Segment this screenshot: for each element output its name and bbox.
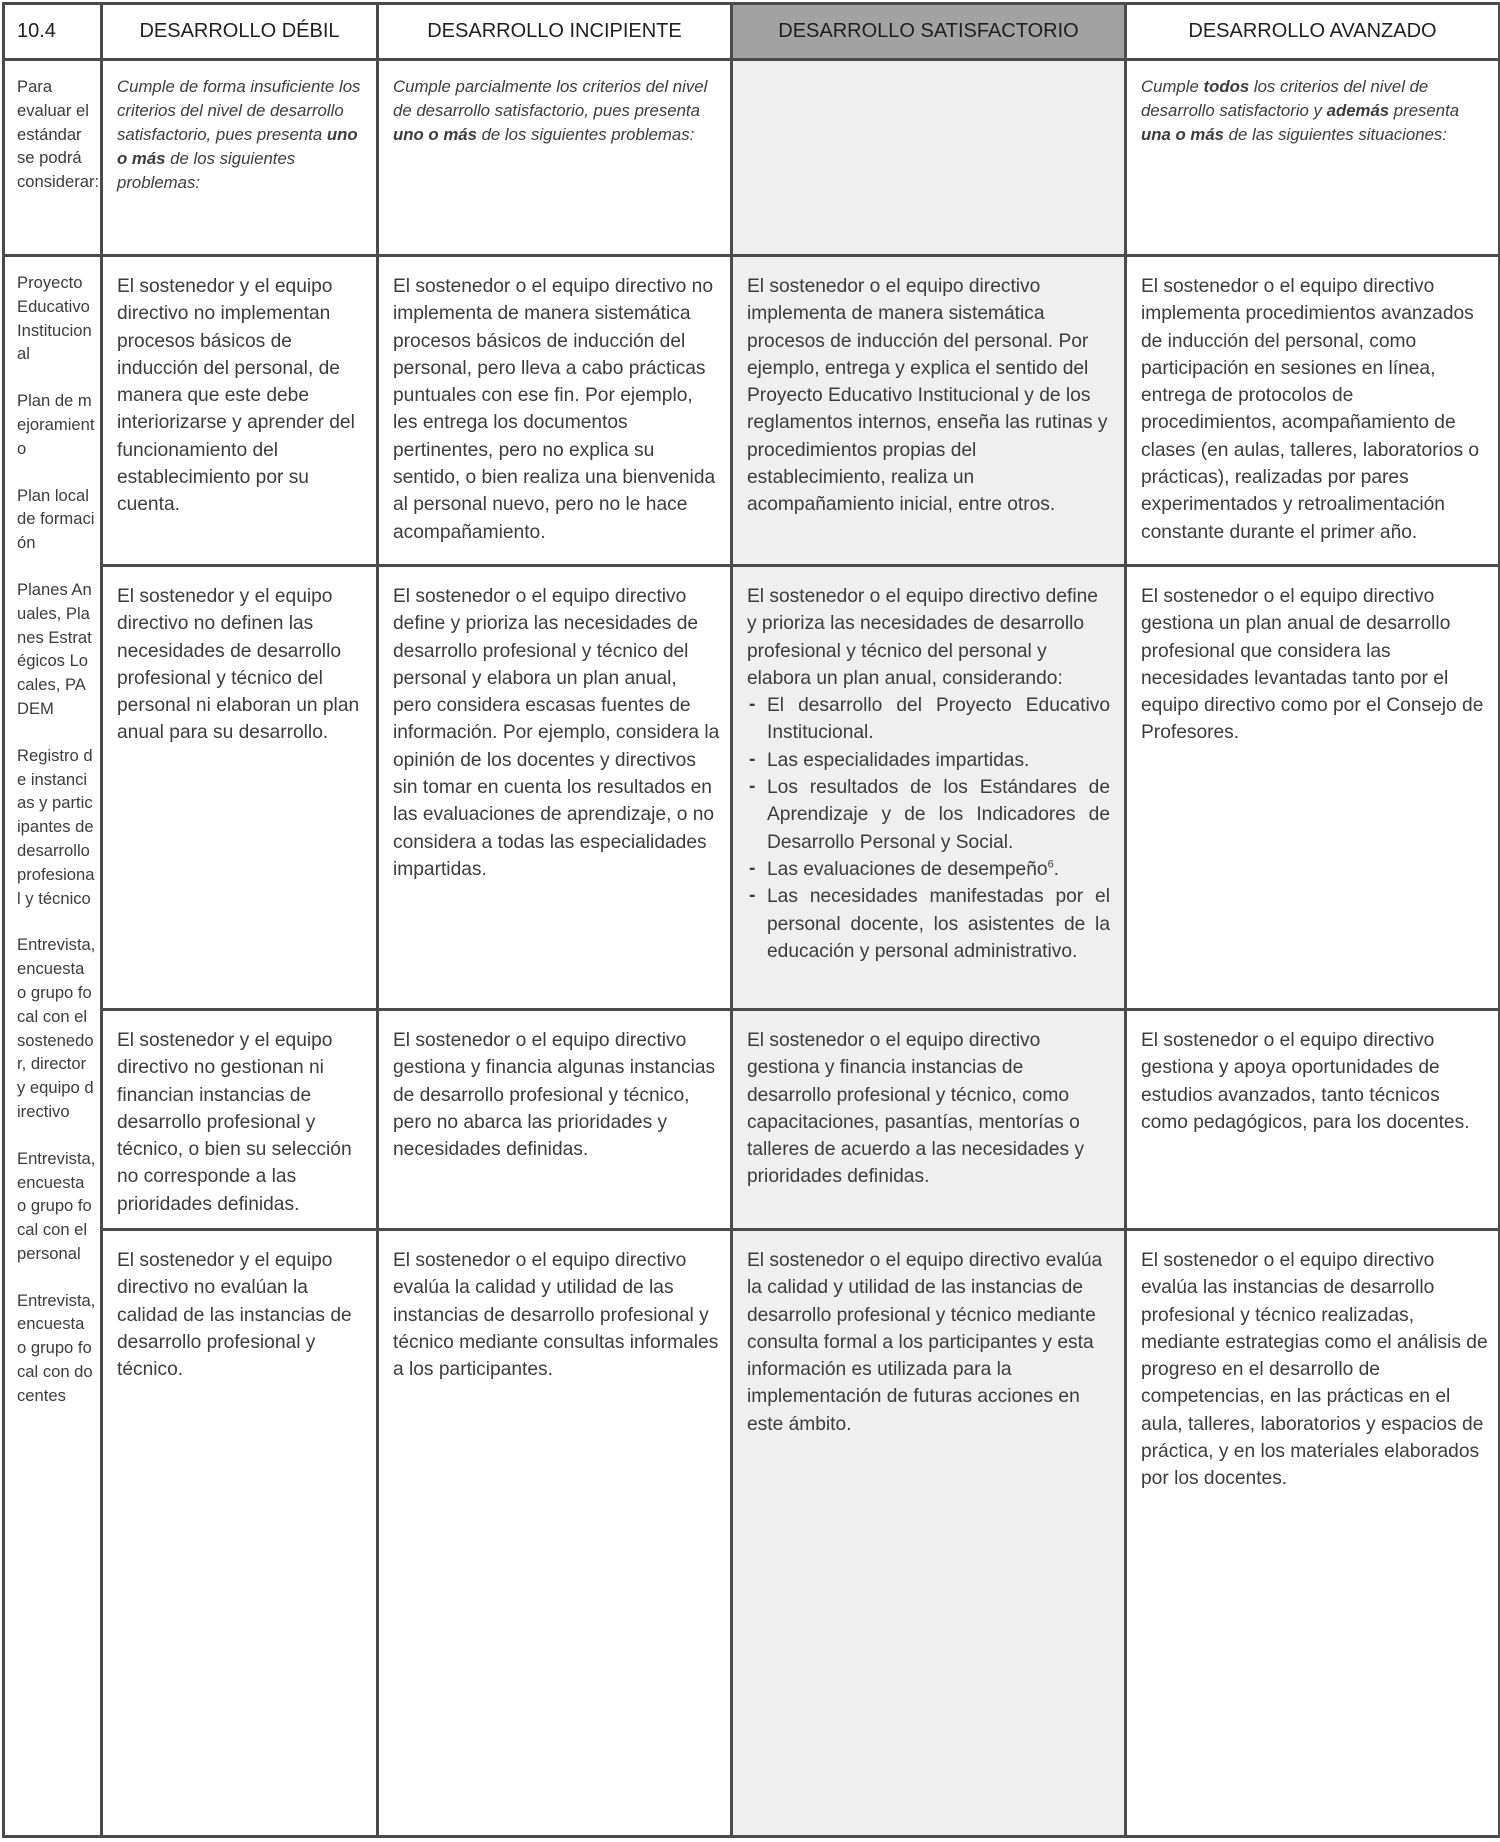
standard-code: 10.4 (4, 4, 102, 60)
criteria-row (4, 60, 1500, 256)
cell-satisfactorio (732, 566, 1126, 1010)
cell-satisfactorio: El sostenedor o el equipo directivo evalúa la calidad y utilidad de las instancias de desarrollo profesional y técnico mediante consulta formal a los participantes y esta información es utilizada para la implementación de futuras acciones en este ámbito. (732, 1230, 1126, 1837)
cell-incipiente: El sostenedor o el equipo directivo gestiona y financia algunas instancias de desarrollo profesional y técnico, pero no abarca las prioridades y necesidades definidas. (378, 1010, 732, 1230)
source-item: Registro de instancias y participantes de desarrollo profesional y técnico (17, 745, 95, 908)
cell-incipiente: El sostenedor o el equipo directivo define y prioriza las necesidades de desarrollo profesional y técnico del personal y elabora un plan anual, pero considera escasas fuentes de información. Por ejemplo, considera la opinión de los docentes y directivos sin tomar en cuenta los resultados en las evaluaciones de aprendizaje, o no considera a todas las especialidades impartidas. (378, 566, 732, 1010)
cell-avanzado: El sostenedor o el equipo directivo gestiona un plan anual de desarrollo profesional que considera las necesidades levantadas tanto por el equipo directivo como por el Consejo de Profesores. (1126, 566, 1500, 1010)
satisfactorio-intro: El sostenedor o el equipo directivo define y prioriza las necesidades de desarrollo profesional y técnico del personal y elabora un plan anual, considerando: (747, 586, 1098, 689)
list-item: - Las evaluaciones de desempeño$^6$. (747, 856, 1110, 883)
rubric-table (2, 2, 1500, 1838)
list-item: - El desarrollo del Proyecto Educativo Institucional. (747, 692, 1110, 747)
cell-debil: El sostenedor y el equipo directivo no definen las necesidades de desarrollo profesional y técnico del personal ni elaboran un plan anual para su desarrollo. (102, 566, 378, 1010)
table-row (4, 1230, 1500, 1837)
cell-incipiente: El sostenedor o el equipo directivo no implementa de manera sistemática procesos básicos de inducción del personal, pero lleva a cabo prácticas puntuales con ese fin. Por ejemplo, les entrega los documentos pertinentes, pero no explica su sentido, o bien realiza una bienvenida al personal nuevo, pero no le hace acompañamiento. (378, 256, 732, 566)
cell-debil: El sostenedor y el equipo directivo no evalúan la calidad de las instancias de desarrollo profesional y técnico. (102, 1230, 378, 1837)
table-row (4, 1010, 1500, 1230)
criteria-incipiente: Cumple parcialmente los criterios del nivel de desarrollo satisfactorio, pues presenta uno o más de los siguientes problemas: (378, 60, 732, 256)
source-item: Planes Anuales, Planes Estratégicos Locales, PADEM (17, 579, 92, 718)
criteria-list (747, 692, 1110, 965)
criteria-satisfactorio (732, 60, 1126, 256)
source-item: Plan local de formación (17, 485, 95, 553)
cell-debil: El sostenedor y el equipo directivo no gestionan ni financian instancias de desarrollo profesional y técnico, o bien su selección no corresponde a las prioridades definidas. (102, 1010, 378, 1230)
criteria-avanzado: Cumple todos los criterios del nivel de desarrollo satisfactorio y además presenta una o más de las siguientes situaciones: (1126, 60, 1500, 256)
list-item: - Las necesidades manifestadas por el personal docente, los asistentes de la educación y personal administrativo. (747, 883, 1110, 965)
cell-incipiente: El sostenedor o el equipo directivo evalúa la calidad y utilidad de las instancias de desarrollo profesional y técnico mediante consultas informales a los participantes. (378, 1230, 732, 1837)
level-header-satisfactorio: DESARROLLO SATISFACTORIO (732, 4, 1126, 60)
cell-avanzado: El sostenedor o el equipo directivo implementa procedimientos avanzados de inducción del personal, como participación en sesiones en línea, entrega de protocolos de procedimientos, acompañamiento de clases (en aulas, talleres, laboratorios o prácticas), realizadas por pares experimentados y retroalimentación constante durante el primer año. (1126, 256, 1500, 566)
source-item: Entrevista, encuesta o grupo focal con docentes (17, 1290, 96, 1405)
source-item: Entrevista, encuesta o grupo focal con el sostenedor, director y equipo directivo (17, 935, 96, 1121)
footnote-mark: 6 (1047, 858, 1054, 871)
cell-avanzado: El sostenedor o el equipo directivo evalúa las instancias de desarrollo profesional y técnico realizadas, mediante estrategias como el análisis de progreso en el desarrollo de competencias, en las prácticas en el aula, talleres, laboratorios y espacios de práctica, y en los materiales elaborados por los docentes. (1126, 1230, 1500, 1837)
table-row (4, 566, 1500, 1010)
list-item: - Las especialidades impartidas. (747, 747, 1110, 774)
criteria-debil: Cumple de forma insuficiente los criterios del nivel de desarrollo satisfactorio, pues presenta uno o más de los siguientes problemas: (102, 60, 378, 256)
level-header-debil: DESARROLLO DÉBIL (102, 4, 378, 60)
level-header-avanzado: DESARROLLO AVANZADO (1126, 4, 1500, 60)
cell-satisfactorio: El sostenedor o el equipo directivo implementa de manera sistemática procesos de inducción del personal. Por ejemplo, entrega y explica el sentido del Proyecto Educativo Institucional y de los reglamentos internos, enseña las rutinas y procedimientos propias del establecimiento, realiza un acompañamiento inicial, entre otros. (732, 256, 1126, 566)
cell-debil: El sostenedor y el equipo directivo no implementan procesos básicos de inducción del personal, de manera que este debe interiorizarse y aprender del funcionamiento del establecimiento por su cuenta. (102, 256, 378, 566)
source-item: Entrevista, encuesta o grupo focal con el personal (17, 1148, 96, 1263)
list-item: - Los resultados de los Estándares de Aprendizaje y de los Indicadores de Desarrollo Personal y Social. (747, 774, 1110, 856)
evidence-sources (4, 256, 102, 1837)
criteria-label: Para evaluar el estándar se podrá considerar: (4, 60, 102, 256)
header-row (4, 4, 1500, 60)
level-header-incipiente: DESARROLLO INCIPIENTE (378, 4, 732, 60)
cell-avanzado: El sostenedor o el equipo directivo gestiona y apoya oportunidades de estudios avanzados, tanto técnicos como pedagógicos, para los docentes. (1126, 1010, 1500, 1230)
cell-satisfactorio: El sostenedor o el equipo directivo gestiona y financia instancias de desarrollo profesional y técnico, como capacitaciones, pasantías, mentorías o talleres de acuerdo a las necesidades y prioridades definidas. (732, 1010, 1126, 1230)
table-row (4, 256, 1500, 566)
source-item: Proyecto Educativo Institucional (17, 273, 92, 364)
source-item: Plan de mejoramiento (17, 391, 95, 458)
